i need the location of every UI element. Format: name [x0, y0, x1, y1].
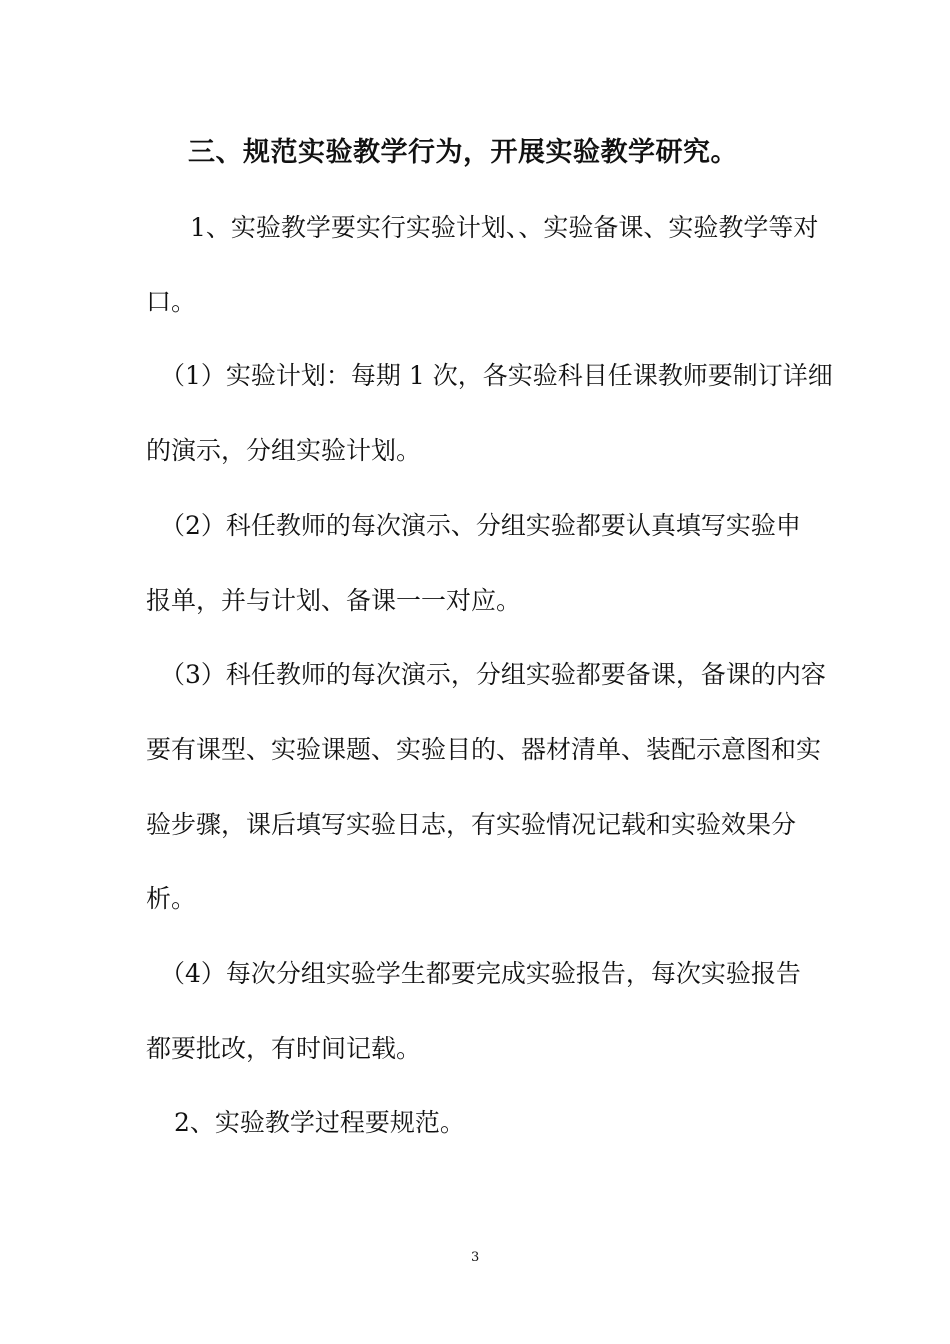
- paragraph-line: 口。: [146, 287, 197, 316]
- paragraph-line: 1、实验教学要实行实验计划、、实验备课、实验教学等对: [190, 213, 819, 242]
- paragraph-line: （2）科任教师的每次演示、分组实验都要认真填写实验申: [160, 511, 801, 540]
- section-heading: 三、规范实验教学行为，开展实验教学研究。: [188, 137, 738, 168]
- paragraph-line: 要有课型、实验课题、实验目的、器材清单、装配示意图和实: [146, 735, 822, 764]
- paragraph-line: 验步骤，课后填写实验日志，有实验情况记载和实验效果分: [146, 810, 797, 839]
- paragraph-line: （3）科任教师的每次演示，分组实验都要备课，备课的内容: [160, 660, 826, 689]
- paragraph-line: 报单，并与计划、备课一一对应。: [146, 586, 522, 615]
- paragraph-line: 2、实验教学过程要规范。: [174, 1108, 465, 1137]
- paragraph-line: 都要批改，有时间记载。: [146, 1034, 422, 1063]
- paragraph-line: （1）实验计划：每期 1 次，各实验科目任课教师要制订详细: [160, 361, 833, 390]
- paragraph-line: （4）每次分组实验学生都要完成实验报告，每次实验报告: [160, 959, 801, 988]
- page-number: 3: [471, 1250, 480, 1265]
- paragraph-line: 的演示，分组实验计划。: [146, 436, 422, 465]
- paragraph-line: 析。: [146, 884, 197, 913]
